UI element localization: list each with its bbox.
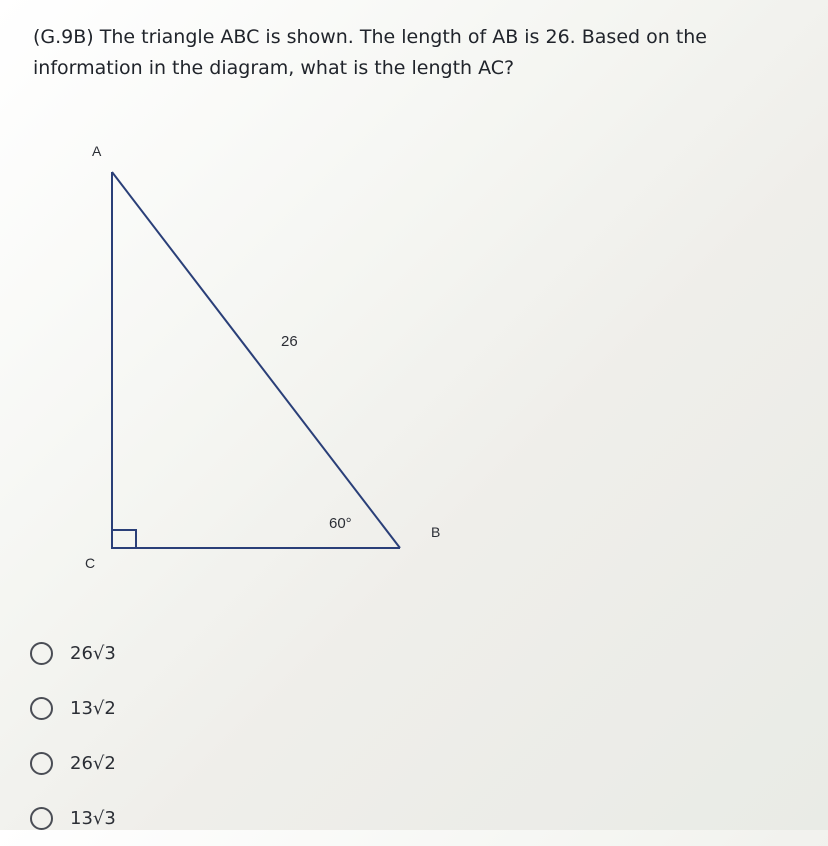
choice-2-label: 13√2 [70, 698, 116, 719]
vertex-b-label: B [431, 524, 441, 540]
choice-1[interactable] [30, 626, 430, 681]
choice-3[interactable] [30, 736, 430, 791]
choice-3-label: 26√2 [70, 753, 116, 774]
angle-b-label: 60° [329, 515, 352, 532]
choice-1-label: 26√3 [70, 643, 116, 664]
vertex-a-label: A [92, 143, 102, 159]
side-ab [112, 172, 400, 548]
right-angle-marker [112, 530, 136, 548]
hypotenuse-length-label: 26 [281, 333, 298, 350]
radio-button-3[interactable] [30, 752, 53, 775]
answer-choices [30, 626, 430, 846]
choice-4[interactable] [30, 791, 430, 846]
question-text: (G.9B) The triangle ABC is shown. The length of AB is 26. Based on the information in the diagram, what is the length AC? [33, 26, 707, 79]
vertex-c-label: C [85, 555, 96, 571]
radio-button-1[interactable] [30, 642, 53, 665]
choice-4-label: 13√3 [70, 808, 116, 829]
radio-button-2[interactable] [30, 697, 53, 720]
radio-button-4[interactable] [30, 807, 53, 830]
choice-2[interactable] [30, 681, 430, 736]
